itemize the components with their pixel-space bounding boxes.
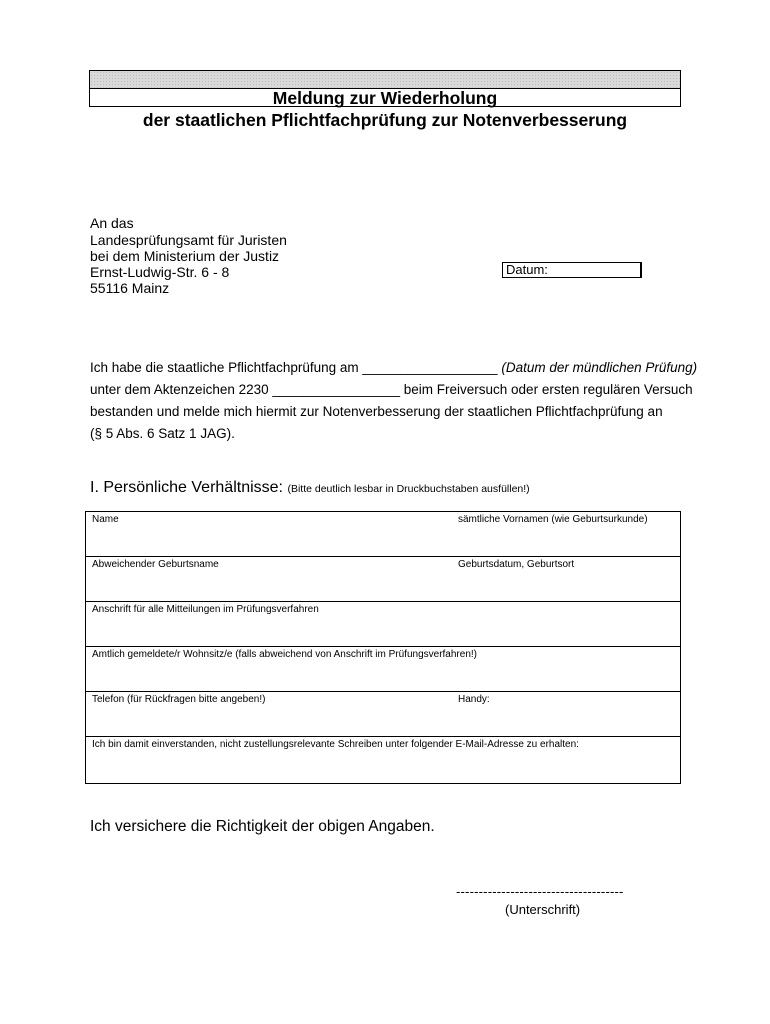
assurance-text: Ich versichere die Richtigkeit der obigen Angaben. — [90, 818, 435, 835]
form-row-residence[interactable] — [86, 647, 680, 692]
datum-label: Datum: — [506, 262, 548, 277]
document-subtitle: der staatlichen Pflichtfachprüfung zur Notenverbesserung — [142, 110, 628, 130]
field-label: Abweichender Geburtsname — [92, 559, 219, 570]
address-line: 55116 Mainz — [90, 280, 170, 296]
statement-line: (§ 5 Abs. 6 Satz 1 JAG). — [90, 426, 235, 441]
statement-hint: (Datum der mündlichen Prüfung) — [501, 360, 698, 375]
section-title: I. Persönliche Verhältnisse: — [90, 479, 283, 496]
address-line: bei dem Ministerium der Justiz — [90, 248, 280, 264]
document-title: Meldung zur Wiederholung — [272, 88, 498, 108]
field-label: Telefon (für Rückfragen bitte angeben!) — [92, 694, 266, 705]
section-heading — [90, 479, 530, 497]
section-note: (Bitte deutlich lesbar in Druckbuchstaben ausfüllen!) — [287, 483, 530, 495]
signature-label: (Unterschrift) — [505, 902, 581, 917]
form-row-phone[interactable] — [86, 692, 680, 737]
form-row-birth[interactable] — [86, 557, 680, 602]
field-label: Geburtsdatum, Geburtsort — [458, 559, 575, 570]
form-row-email[interactable] — [86, 737, 680, 783]
statement-line — [90, 360, 697, 375]
field-label: Amtlich gemeldete/r Wohnsitz/e (falls abweichend von Anschrift im Prüfungsverfahren!) — [92, 649, 477, 660]
address-line: An das — [90, 215, 134, 231]
field-label: Anschrift für alle Mitteilungen im Prüfungsverfahren — [92, 604, 319, 615]
address-line: Landesprüfungsamt für Juristen — [90, 232, 287, 248]
field-label: Handy: — [458, 694, 490, 705]
personal-data-form — [85, 511, 681, 784]
statement-line: unter dem Aktenzeichen 2230 _________________ beim Freiversuch oder ersten regulären Versuch — [90, 382, 693, 397]
field-label: Ich bin damit einverstanden, nicht zustellungsrelevante Schreiben unter folgender E-Mail-Adresse zu erhalten: — [92, 739, 579, 750]
header-shading — [90, 71, 680, 89]
datum-field[interactable] — [502, 262, 642, 278]
field-label: Name — [92, 514, 119, 525]
field-label: sämtliche Vornamen (wie Geburtsurkunde) — [458, 514, 648, 525]
form-row-name[interactable] — [86, 512, 680, 557]
form-row-address[interactable] — [86, 602, 680, 647]
signature-line[interactable]: ------------------------------------- — [456, 884, 624, 899]
statement-text: Ich habe die staatliche Pflichtfachprüfung am __________________ — [90, 360, 498, 375]
address-line: Ernst-Ludwig-Str. 6 - 8 — [90, 264, 230, 280]
statement-line: bestanden und melde mich hiermit zur Notenverbesserung der staatlichen Pflichtfachprüfung an — [90, 404, 663, 419]
